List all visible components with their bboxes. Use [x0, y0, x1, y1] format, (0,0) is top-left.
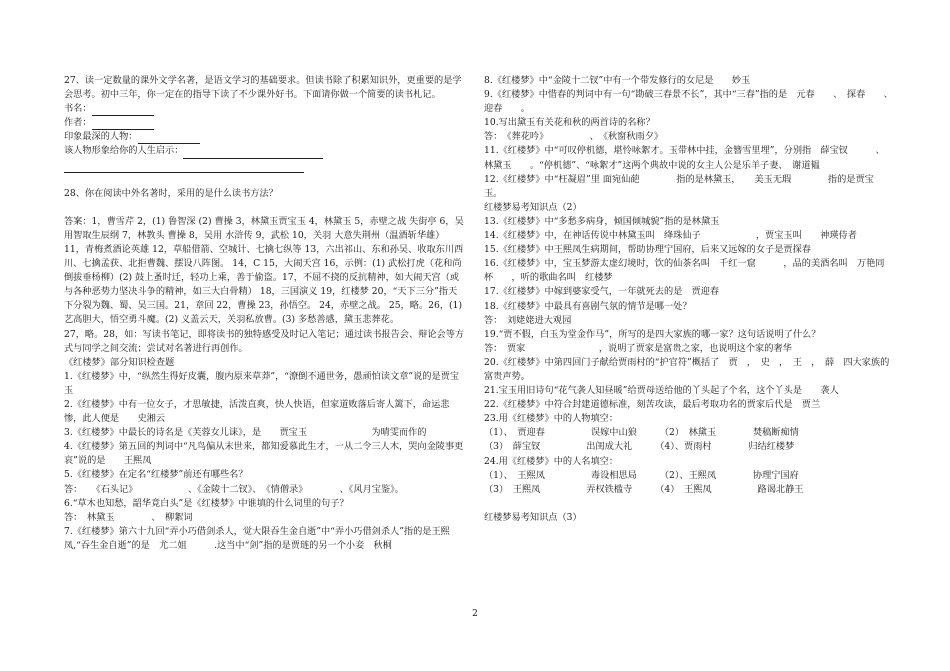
hlm-q23: 23.用《红楼梦》中的人物填空： — [484, 413, 619, 425]
blank-answer-line — [64, 159, 466, 173]
hlm-q13: 13.《红楼梦》中“多愁多病身，倾国倾城貌”指的是林黛玉 — [484, 215, 720, 227]
section-heading-3: 红楼梦易考知识点（3） — [484, 511, 582, 523]
memorable-character-field: 印象最深的人物： — [64, 130, 466, 144]
book-title-field: 书名： — [64, 102, 466, 116]
hlm-q17: 17.《红楼梦》中嫁到婆家受气，一年就死去的是 贾迎春 — [484, 286, 720, 298]
spacer — [64, 173, 466, 187]
spacer — [484, 497, 890, 511]
hlm-q18: 18.《红楼梦》中最具有喜剧气氛的情节是哪一处？ — [484, 300, 692, 312]
hlm-q23-row2: （3） 薛宝钗 出闺成大礼 （4）、贾雨村 归结红楼梦 — [484, 441, 795, 453]
hlm-q19-answer: 答： 贾家 ，说明了贾家是富贵之家，也说明这个家的奢华 — [484, 342, 792, 354]
hlm-q11: 11.《红楼梦》中“可叹停机德，堪怜咏絮才。玉带林中挂，金簪雪里埋”，分别指 薛宝钗 、林黛玉 。“停机德”、“咏絮才”这两个典故中说的女主人公是乐羊子妻、 谢道韫 — [484, 145, 885, 171]
hlm-q24: 24.用《红楼梦》中的人名填空： — [484, 455, 619, 467]
hlm-q24-row2: （3） 王熙凤 弄权铁槛寺 （4） 王熙凤 路谒北静王 — [484, 483, 804, 495]
hlm-q8: 8.《红楼梦》中“金陵十二钗”中有一个带发修行的女尼是 妙玉 — [484, 75, 751, 86]
answers-27-28: 27，略。28，如：写读书笔记，即将读书的独特感受及时记入笔记；通过读书报告会、辩论会等方式与同学之间交流；尝试对名著进行再创作。 — [64, 328, 465, 354]
hlm-q6-answer: 答： 林黛玉 、 柳絮词 — [64, 511, 193, 523]
hlm-q15: 15.《红楼梦》中王熙凤生病期间，帮助协理宁国府，后来又远嫁的女子是贾探春 — [484, 244, 811, 256]
page-number: 2 — [472, 609, 478, 619]
left-column — [64, 74, 466, 553]
hlm-q5: 5.《红楼梦》在定名“红楼梦”前还有哪些名？ — [64, 469, 248, 481]
section-heading-2: 红楼梦易考知识点（2） — [484, 201, 582, 213]
hlm-q12: 12.《红楼梦》中“枉凝眉”里 面宛仙葩 指的是林黛玉， 美玉无瑕 指的是贾宝玉。 — [484, 173, 874, 199]
section-heading-hlm-quiz: 《红楼梦》部分知识检查题 — [64, 356, 175, 368]
hlm-q1: 1.《红楼梦》中，“纵然生得好皮囊，腹内原来草莽”，“潦倒不通世务，愚顽怕读文章”说的是贾宝玉 — [64, 370, 460, 396]
q28: 28、你在阅读中外名著时，采用的是什么读书方法？ — [64, 187, 278, 199]
author-field: 作者： — [64, 116, 466, 130]
hlm-q14: 14.《红楼梦》中，在神话传说中林黛玉叫 绛珠仙子 ，贾宝玉叫 神瑛侍者 — [484, 230, 857, 242]
hlm-q23-row1: （1）、 贾迎春 误嫁中山狼 （2） 林黛玉 焚稿断痴情 — [484, 427, 799, 439]
hlm-q21: 21.宝玉用旧诗句“花气袭人知昼暖”给贾母送给他的丫头起了个名，这个丫头是 袭人 — [484, 385, 839, 397]
hlm-q20: 20.《红楼梦》中第四回门子献给贾雨村的“护官符”概括了 贾 ， 史 ， 王 ， 薛 四大家族的富贵声势。 — [484, 356, 890, 382]
q27-intro: 27、读一定数量的课外文学名著，是语文学习的基础要求。但读书除了积累知识外，更重要的是学会思考。初中三年，你一定在的指导下读了不少课外好书。下面请你做一个简要的读书札记。 — [64, 75, 462, 101]
life-inspiration-field: 该人物形象给你的人生启示： — [64, 144, 466, 158]
hlm-q4: 4.《红楼梦》第五回的判词中“凡鸟偏从末世来，都知爱慕此生才，一从二令三人木，哭向金陵事更哀”说的是 王熙凤 — [64, 441, 464, 467]
right-column — [484, 74, 898, 525]
spacer — [64, 201, 466, 215]
hlm-q22: 22.《红楼梦》中符合封建道德标准，刻苦攻读，最后考取功名的贾家后代是 贾兰 — [484, 399, 821, 411]
hlm-q18-answer: 答： 刘姥姥进大观园 — [484, 314, 572, 326]
hlm-q7: 7.《红楼梦》第六十九回“弄小巧借剑杀人，觉大限吞生金自逝”中“弄小巧借剑杀人”指的是王熙凤,“吞生金自逝”的是 尤二姐 .这当中“剑”指的是贾琏的另一个小妾 秋桐 — [64, 525, 450, 551]
hlm-q16: 16.《红楼梦》中，宝玉梦游太虚幻境时，饮的仙茶名叫 千红一窟 ，品的美酒名叫 万艳同杯 ，听的歌曲名叫 红楼梦 — [484, 258, 885, 284]
hlm-q9: 9.《红楼梦》中惜春的判词中有一句“勘破三春景不长”，其中“三春”指的是 元春 、 探春 、 迎春 。 — [484, 89, 898, 115]
hlm-q6: 6.“草木也知愁，韶华竟白头”是《红楼梦》中谁填的什么词里的句子？ — [64, 497, 349, 509]
hlm-q10-answer: 答： 《葬花吟》 、 《秋窗秋雨夕》 — [484, 131, 664, 143]
hlm-q10: 10.写出黛玉有关花和秋的两首诗的名称？ — [484, 117, 655, 129]
hlm-q2: 2.《红楼梦》中有一位女子，才思敏捷，活泼直爽，快人快语，但家道败落后寄人篱下，命运悲惨，此人便是 史湘云 — [64, 398, 450, 425]
hlm-q3: 3.《红楼梦》中最长的诗名是《芙蓉女儿诔》，是 贾宝玉 为晴雯而作的 — [64, 427, 427, 439]
hlm-q19: 19.“贾不假，白玉为堂金作马”，所写的是四大家族的哪一家？这句话说明了什么？ — [484, 328, 821, 340]
answers-block: 答案：1，曹雪芹 2，(1) 鲁智深 (2) 曹操 3，林黛玉贾宝玉 4，林黛玉 5，赤壁之战 失街亭 6，吴用智取生辰纲 7，林教头 曹操 8，吴用 水浒传 9，武松 10，关羽 大意失荆州（温酒斩华雄） 11，青梅煮酒论英雄 12，草船借箭、空城计、七擒七纵等 13，六出祁山、东和孙吴、收取东川西川、七擒孟获、北拒曹魏、摆设八阵图。 14，C 15，大闹天宫 16，示例：(1) 武松打虎（花和尚倒拔垂杨柳）(2) 鼓上蚤时迁，轻功上乘，善于偷盗。17，不屈不挠的反抗精神，如大闹天宫（或与各种恶势力坚决斗争的精神，如三大白骨精） 18，三国演义 19，红楼梦 20，“天下三分”指天下分裂为魏、蜀、吴三国。21，章回 22，曹操 23，孙悟空。 24，赤壁之战。 25，略。26，(1) 艺高胆大，悟空勇斗魔。(2) 义盖云天，关羽私放曹。(3) 多愁善感，黛玉悲葬花。 — [64, 215, 464, 326]
hlm-q5-answer: 答： 《石头记》 、《金陵十二钗》、 《情僧录》 、《风月宝鉴》。 — [64, 483, 404, 495]
hlm-q24-row1: （1）、 王熙凤 毒设相思局 （2）、王熙凤 协理宁国府 — [484, 469, 799, 481]
